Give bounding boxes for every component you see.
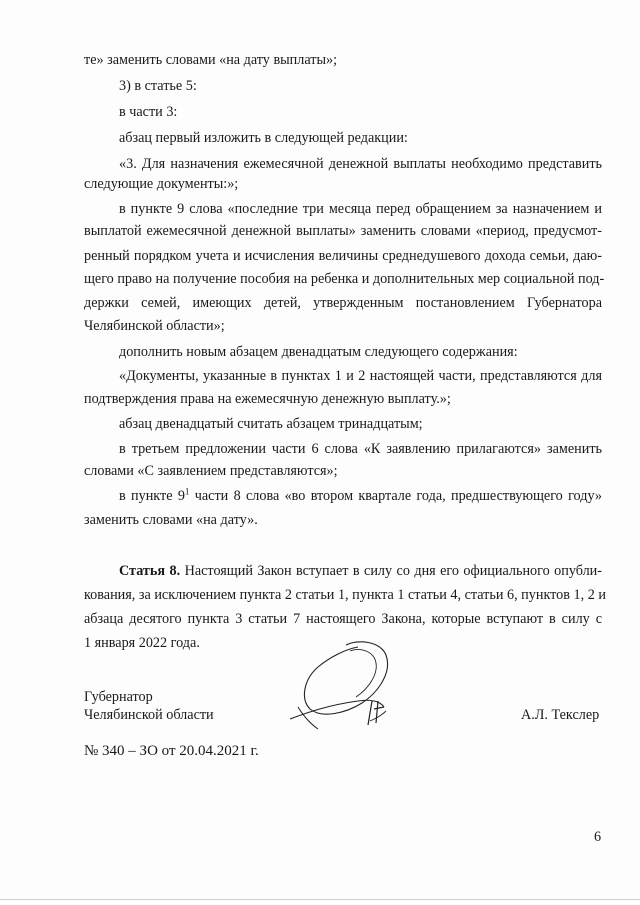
- text-line: держки семей, имеющих детей, утвержденным постановлением Губернатора: [84, 295, 602, 311]
- text-line: словами «С заявлением представляются»;: [84, 463, 338, 479]
- text-line: Челябинской области»;: [84, 318, 225, 334]
- text-line: в части 3:: [119, 104, 178, 120]
- signatory-title-2: Челябинской области: [84, 707, 214, 723]
- article-8-line-2: кования, за исключением пункта 2 статьи 1, пункта 1 статьи 4, статьи 6, пунктов 1, 2 и: [84, 587, 606, 603]
- article-8-label: Статья 8.: [119, 563, 181, 579]
- article-8-line-1: [119, 562, 602, 580]
- text-line: 3) в статье 5:: [119, 78, 197, 94]
- law-number: № 340 – ЗО от 20.04.2021 г.: [84, 743, 259, 759]
- text-line: абзац первый изложить в следующей редакции:: [119, 130, 408, 146]
- text-line: выплатой ежемесячной денежной выплаты» заменить словами «период, предусмот-: [84, 223, 602, 239]
- text-line: абзац двенадцатый считать абзацем тринадцатым;: [119, 416, 423, 432]
- text-line: подтверждения права на ежемесячную денежную выплату.»;: [84, 391, 451, 407]
- text-line: заменить словами «на дату».: [84, 512, 258, 528]
- signatory-name: А.Л. Текслер: [521, 707, 600, 723]
- text-line: «3. Для назначения ежемесячной денежной выплаты необходимо представить: [119, 156, 602, 172]
- text-line-point-9-1: [119, 487, 602, 505]
- article-8-line-3: абзаца десятого пункта 3 статьи 7 настоящего Закона, которые вступают в силу с: [84, 611, 602, 627]
- article-8-text: Настоящий Закон вступает в силу со дня его официального опубли-: [184, 563, 602, 579]
- point9-rest: части 8 слова «во втором квартале года, предшествующего году»: [189, 488, 602, 504]
- text-line: следующие документы:»;: [84, 176, 239, 192]
- text-line: в пункте 9 слова «последние три месяца перед обращением за назначением и: [119, 201, 602, 217]
- point9-prefix: в пункте 9: [119, 488, 185, 504]
- page-number: 6: [594, 829, 602, 845]
- text-line: щего право на получение пособия на ребенка и дополнительных мер социальной под-: [84, 271, 605, 287]
- text-line: дополнить новым абзацем двенадцатым следующего содержания:: [119, 344, 518, 360]
- text-line: те» заменить словами «на дату выплаты»;: [84, 52, 338, 68]
- page-bottom-rule: [0, 899, 640, 900]
- signature-image: [288, 637, 408, 737]
- signatory-title-1: Губернатор: [84, 689, 153, 705]
- article-8-line-4: 1 января 2022 года.: [84, 635, 200, 651]
- superscript: 1: [184, 486, 190, 497]
- text-line: «Документы, указанные в пунктах 1 и 2 настоящей части, представляются для: [119, 368, 602, 384]
- text-line: в третьем предложении части 6 слова «К заявлению прилагаются» заменить: [119, 441, 602, 457]
- text-line: ренный порядком учета и исчисления величины среднедушевого дохода семьи, даю-: [84, 248, 602, 264]
